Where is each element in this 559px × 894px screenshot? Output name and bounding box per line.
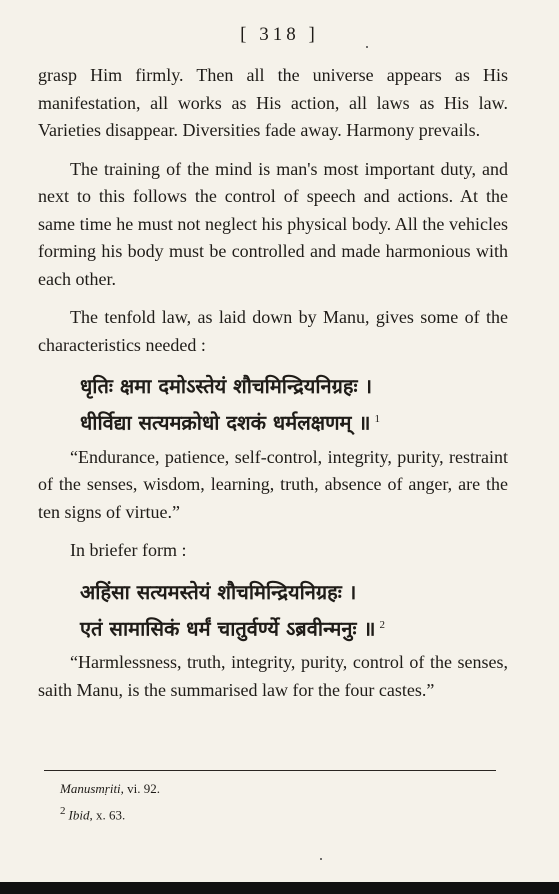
page-body — [38, 62, 508, 704]
paragraph-translation-1: “Endurance, patience, self-control, integrity, purity, restraint of the senses, wisdom, learning, truth, absence of anger, are the ten signs of virtue.” — [38, 446, 508, 522]
verse-2-line-2-text: एतं सामासिकं धर्मं चातुर्वर्ण्ये ऽब्रवीन्मनुः ॥ — [80, 616, 376, 641]
footnote-1-source: Manusmṛiti, — [60, 781, 124, 796]
verse-2-line-1: अहिंसा सत्यमस्तेयं शौचमिन्द्रियनिग्रहः । — [80, 579, 357, 604]
sanskrit-verse-2 — [38, 576, 508, 646]
verse-1-line-2 — [38, 403, 508, 440]
speck-1 — [366, 46, 368, 48]
footnote-marker-2: 2 — [379, 618, 385, 631]
sanskrit-verse-1 — [38, 370, 508, 440]
footnote-marker-1: 1 — [374, 413, 380, 425]
verse-2-line-2 — [38, 609, 508, 646]
verse-1-line-1: धृतिः क्षमा दमोऽस्तेयं शौचमिन्द्रियनिग्रहः । — [80, 374, 373, 398]
paragraph-translation-2: “Harmlessness, truth, integrity, purity, control of the senses, saith Manu, is the summarised law for the four castes.” — [38, 652, 508, 700]
footnote-1-reference: vi. 92. — [127, 781, 161, 796]
paragraph-continuation: grasp Him firmly. Then all the universe appears as His manifestation, all works as His action, all laws as His law. Varieties disappear. Diversities fade away. Harmony prevails. — [38, 65, 508, 140]
footnotes — [60, 778, 160, 826]
footnote-1 — [60, 778, 160, 800]
footnote-2-reference: x. 63. — [95, 807, 126, 823]
footnote-2 — [60, 800, 160, 826]
verse-1-line-2-text: धीर्विद्या सत्यमक्रोधो दशकं धर्मलक्षणम् ॥ — [80, 410, 371, 435]
footnote-divider — [44, 770, 496, 771]
footnote-2-source: Ibid, — [68, 807, 93, 823]
paragraph-tenfold-law: The tenfold law, as laid down by Manu, gives some of the characteristics needed : — [38, 307, 508, 355]
paragraph-briefer-form: In briefer form : — [70, 540, 187, 561]
footnote-2-marker: 2 — [60, 805, 66, 817]
speck-2 — [320, 858, 322, 860]
page-number: [ 318 ] — [240, 24, 319, 45]
scan-edge-bar — [0, 882, 559, 894]
paragraph-mind-training: The training of the mind is man's most important duty, and next to this follows the control of speech and actions. At the same time he must not neglect his physical body. All the vehicles forming his body must be controlled and made harmonious with each other. — [38, 158, 508, 289]
